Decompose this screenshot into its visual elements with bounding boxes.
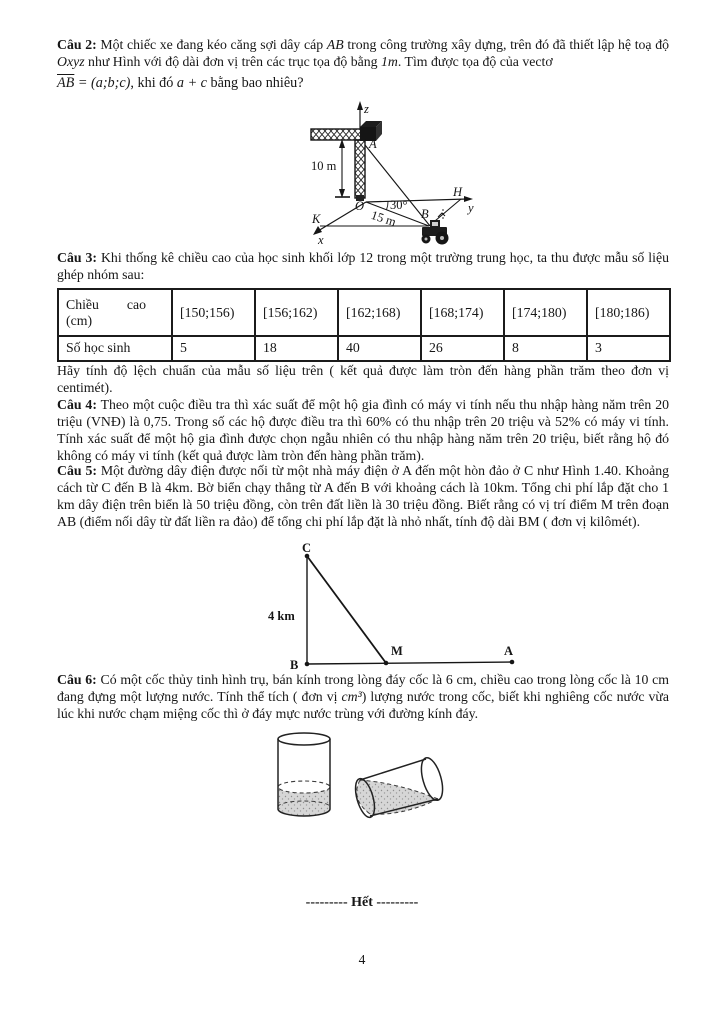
y-axis-label: y [468, 201, 474, 215]
crane-coordinate-figure [283, 96, 583, 256]
interval-cell: [156;162) [255, 289, 338, 336]
row-label-cell: Số học sinh [58, 336, 172, 361]
header-height-cell [58, 289, 172, 336]
question-5 [57, 462, 669, 530]
point-a-label: A [369, 137, 377, 151]
interval-cell: [168;174) [421, 289, 504, 336]
question-3-followup-text: Hãy tính độ lệch chuẩn của mẫu số liệu trên ( kết quả được làm tròn đến hàng phần trăm theo đơn vị centimét). [57, 363, 669, 395]
question-5-label: Câu 5: [57, 463, 97, 478]
vector-formula [57, 75, 669, 92]
question-3-label: Câu 3: [57, 250, 97, 265]
question-3 [57, 249, 669, 283]
interval-cell: [162;168) [338, 289, 421, 336]
segment-cm [307, 556, 386, 663]
question-2 [57, 36, 669, 92]
tractor-icon [422, 220, 449, 245]
question-3-followup [57, 362, 669, 396]
page-number: 4 [358, 952, 366, 967]
point-a-label: A [504, 644, 514, 658]
question-2-text-1: Một chiếc xe đang kéo căng sợi dây cáp [100, 37, 324, 52]
crane-mast [355, 140, 365, 198]
formula-mid: , khi đó [130, 75, 174, 91]
question-6-text-2: ) lượng nước trong cốc, biết khi nghiêng cốc nước vừa lúc khi nước chạm miệng cốc thì ở đáy mực nước trùng với đường kính đáy. [57, 689, 670, 721]
point-o-label: O [355, 199, 365, 213]
triangle-figure [266, 542, 538, 674]
interval-cell: [174;180) [504, 289, 587, 336]
question-2-label: Câu 2: [57, 37, 97, 52]
upright-glass [278, 733, 330, 816]
distance-label: 15 m [369, 207, 398, 230]
height-dimension [311, 139, 350, 198]
count-cell: 18 [255, 336, 338, 361]
height-label: 10 m [311, 159, 337, 173]
question-2-text-2: trong công trường xây dựng, trên đó đã thiết lập hệ toạ độ [347, 37, 670, 52]
distance-4km-label: 4 km [268, 609, 295, 623]
math-oxyz: Oxyz [57, 54, 85, 69]
question-2-text-4: . Tìm được tọa độ của vectơ [397, 54, 553, 69]
question-6 [57, 671, 669, 722]
point-b-label: B [421, 207, 429, 221]
question-6-text-1: Có một cốc thủy tinh hình trụ, bán kính trong lòng đáy cốc là 6 cm, chiều cao trong lòng cốc là 10 cm đang đựng một lượng nước. Tính thể tích ( đơn vị [57, 672, 669, 704]
table-data-row [58, 336, 670, 361]
interval-cell: [180;186) [587, 289, 670, 336]
point-k-label: K [312, 212, 321, 226]
header-word-2: cao [126, 296, 146, 312]
vector-ab-overline: $\overline{AB}$ [57, 75, 75, 91]
crane-boom [311, 129, 363, 140]
count-cell: 26 [421, 336, 504, 361]
question-6-label: Câu 6: [57, 672, 97, 687]
point-h-label: H [453, 185, 463, 199]
height-frequency-table [57, 288, 671, 362]
header-unit: (cm) [66, 312, 93, 328]
glasses-figure [248, 729, 498, 829]
z-axis-label: z [364, 102, 369, 116]
question-4 [57, 396, 669, 464]
point-m-label: M [391, 644, 403, 658]
question-4-label: Câu 4: [57, 397, 97, 412]
count-cell: 3 [587, 336, 670, 361]
question-4-text: Theo một cuộc điều tra thì xác suất để một hộ gia đình có máy vi tính nếu thu nhập hàng năm trên 20 triệu (VNĐ) là 0,75. Trong số các hộ được điều tra thì 60% có thu nhập trên 20 triệu và 52% có máy vi tính. Tính xác suất để một hộ gia đình được chọn ngẫu nhiên có thu nhập hàng năm trên 20 triệu, biết rằng hộ đó không có máy vi tính (kết quả được làm tròn đến hàng phần trăm). [57, 397, 669, 463]
segment-ba [307, 662, 512, 664]
angle-arc [387, 201, 389, 209]
header-word-1: Chiều [66, 296, 99, 312]
formula-end: bằng bao nhiêu? [210, 75, 304, 91]
point-m-dot [384, 661, 389, 666]
point-b-dot [305, 662, 310, 667]
water-surface-upright [278, 781, 330, 793]
math-ab: AB [326, 37, 344, 52]
count-cell: 8 [504, 336, 587, 361]
count-cell: 40 [338, 336, 421, 361]
point-a-dot [510, 660, 515, 665]
x-axis-label: x [318, 233, 324, 247]
count-cell: 5 [172, 336, 255, 361]
math-cm3: cm³ [341, 689, 362, 704]
question-2-text-3: như Hình với độ dài đơn vị trên các trục tọa độ bằng [88, 54, 378, 69]
math-1m: 1m [381, 54, 398, 69]
glass-rim [278, 733, 330, 745]
formula-equation: = (a;b;c) [77, 75, 131, 91]
question-3-text: Khi thống kê chiều cao của học sinh khối lớp 12 trong một trường trung học, ta thu được mẫu số liệu ghép nhóm sau: [57, 250, 669, 282]
angle-label: 30° [390, 198, 408, 212]
table-header-row [58, 289, 670, 336]
tilted-glass [352, 755, 447, 819]
point-b-label: B [290, 658, 299, 672]
point-c-label: C [302, 542, 312, 555]
interval-cell: [150;156) [172, 289, 255, 336]
end-marker: --------- Hết --------- [305, 895, 419, 910]
question-5-text: Một đường dây điện được nối từ một nhà máy điện ở A đến một hòn đảo ở C như Hình 1.40. Khoảng cách từ C đến B là 4km. Bờ biển chạy thẳng từ A đến B với khoảng cách là 10km. Tổng chi phí lắp đặt cho 1 km dây điện trên biển là 50 triệu đồng, còn trên đất liền là 30 triệu đồng. Biết rằng có vị trí điểm M trên đoạn AB (điểm nối dây từ đất liền ra đảo) để tổng chi phí lắp đặt là nhỏ nhất, tính độ dài BM ( đơn vị kilômét). [57, 463, 669, 529]
formula-a-plus-c: a + c [176, 75, 207, 91]
